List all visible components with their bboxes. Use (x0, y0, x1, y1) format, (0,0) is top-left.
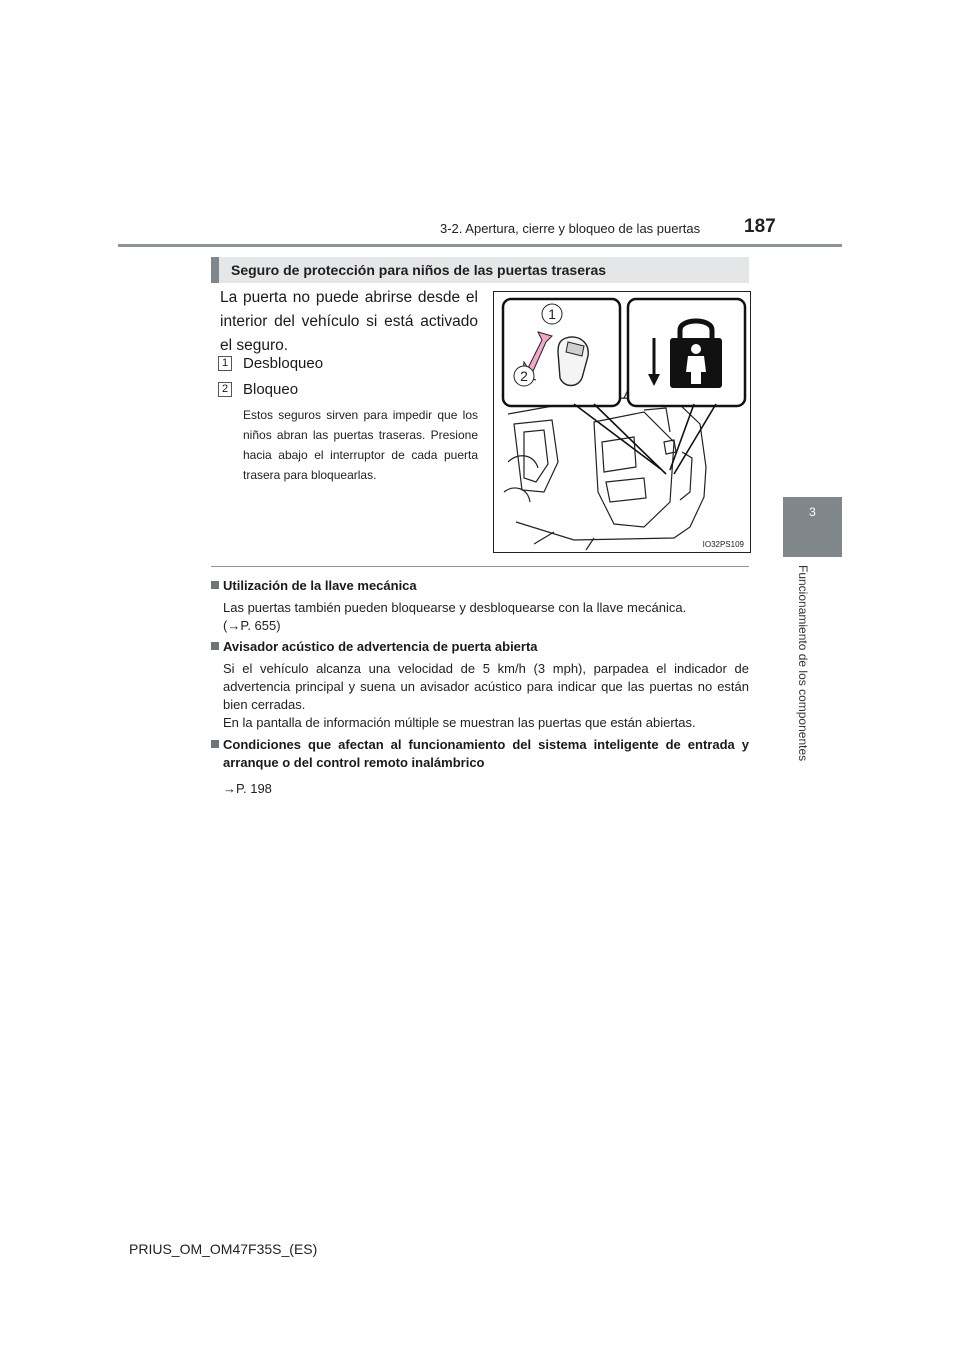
child-lock-illustration (493, 291, 751, 553)
square-bullet-icon (211, 740, 219, 748)
footer-doc-code: PRIUS_OM_OM47F35S_(ES) (129, 1241, 318, 1257)
chapter-side-label: Funcionamiento de los componentes (796, 565, 810, 762)
item-number-badge: 1 (218, 356, 232, 371)
header-rule (118, 244, 842, 247)
note-mechanical-key (211, 577, 749, 635)
callout-number-1 (542, 304, 562, 324)
note-text: Las puertas también pueden bloquearse y desbloquearse con la llave mecánica. (223, 600, 687, 615)
callout-number-2 (514, 366, 534, 386)
figure-code: IO32PS109 (702, 540, 744, 549)
section-divider (211, 566, 749, 567)
note-text: En la pantalla de información múltiple se muestran las puertas que están abiertas. (223, 715, 696, 730)
callout-number-1-text: 1 (548, 306, 556, 322)
square-bullet-icon (211, 581, 219, 589)
note-title: Avisador acústico de advertencia de puerta abierta (211, 638, 749, 656)
section-intro: La puerta no puede abrirse desde el interior del vehículo si está activado el seguro. (220, 289, 478, 354)
section-note: Estos seguros sirven para impedir que los niños abran las puertas traseras. Presione hacia abajo el interruptor de cada puerta trasera para bloquearlas. (243, 408, 478, 482)
note-title: Utilización de la llave mecánica (211, 577, 749, 595)
page-reference-link[interactable]: →P. 198 (223, 781, 272, 796)
pointer-lines (574, 404, 666, 474)
header-section-title: 3-2. Apertura, cierre y bloqueo de las puertas (440, 221, 701, 236)
note-smart-entry-conditions (211, 736, 749, 798)
page-number: 187 (744, 216, 776, 237)
item-number-badge: 2 (218, 382, 232, 397)
pointer-lines (670, 404, 716, 474)
note-title: Condiciones que afectan al funcionamiento del sistema inteligente de entrada y arranque o del control remoto inalámbrico (211, 736, 749, 772)
item-label: Desbloqueo (243, 355, 324, 372)
page-reference-link[interactable]: (→P. 655) (223, 618, 281, 633)
note-text: Si el vehículo alcanza una velocidad de 5 km/h (3 mph), parpadea el indicador de advertencia principal y suena un avisador acústico para indicar que las puertas no están bien cerradas. (223, 661, 749, 712)
chapter-tab-number: 3 (809, 505, 816, 519)
chapter-tab (783, 497, 842, 557)
square-bullet-icon (211, 642, 219, 650)
callout-number-2-text: 2 (520, 368, 528, 384)
note-door-open-buzzer (211, 638, 749, 732)
child-lock-drawing (494, 292, 750, 552)
item-label: Bloqueo (243, 381, 299, 398)
section-heading: Seguro de protección para niños de las puertas traseras (211, 257, 749, 283)
